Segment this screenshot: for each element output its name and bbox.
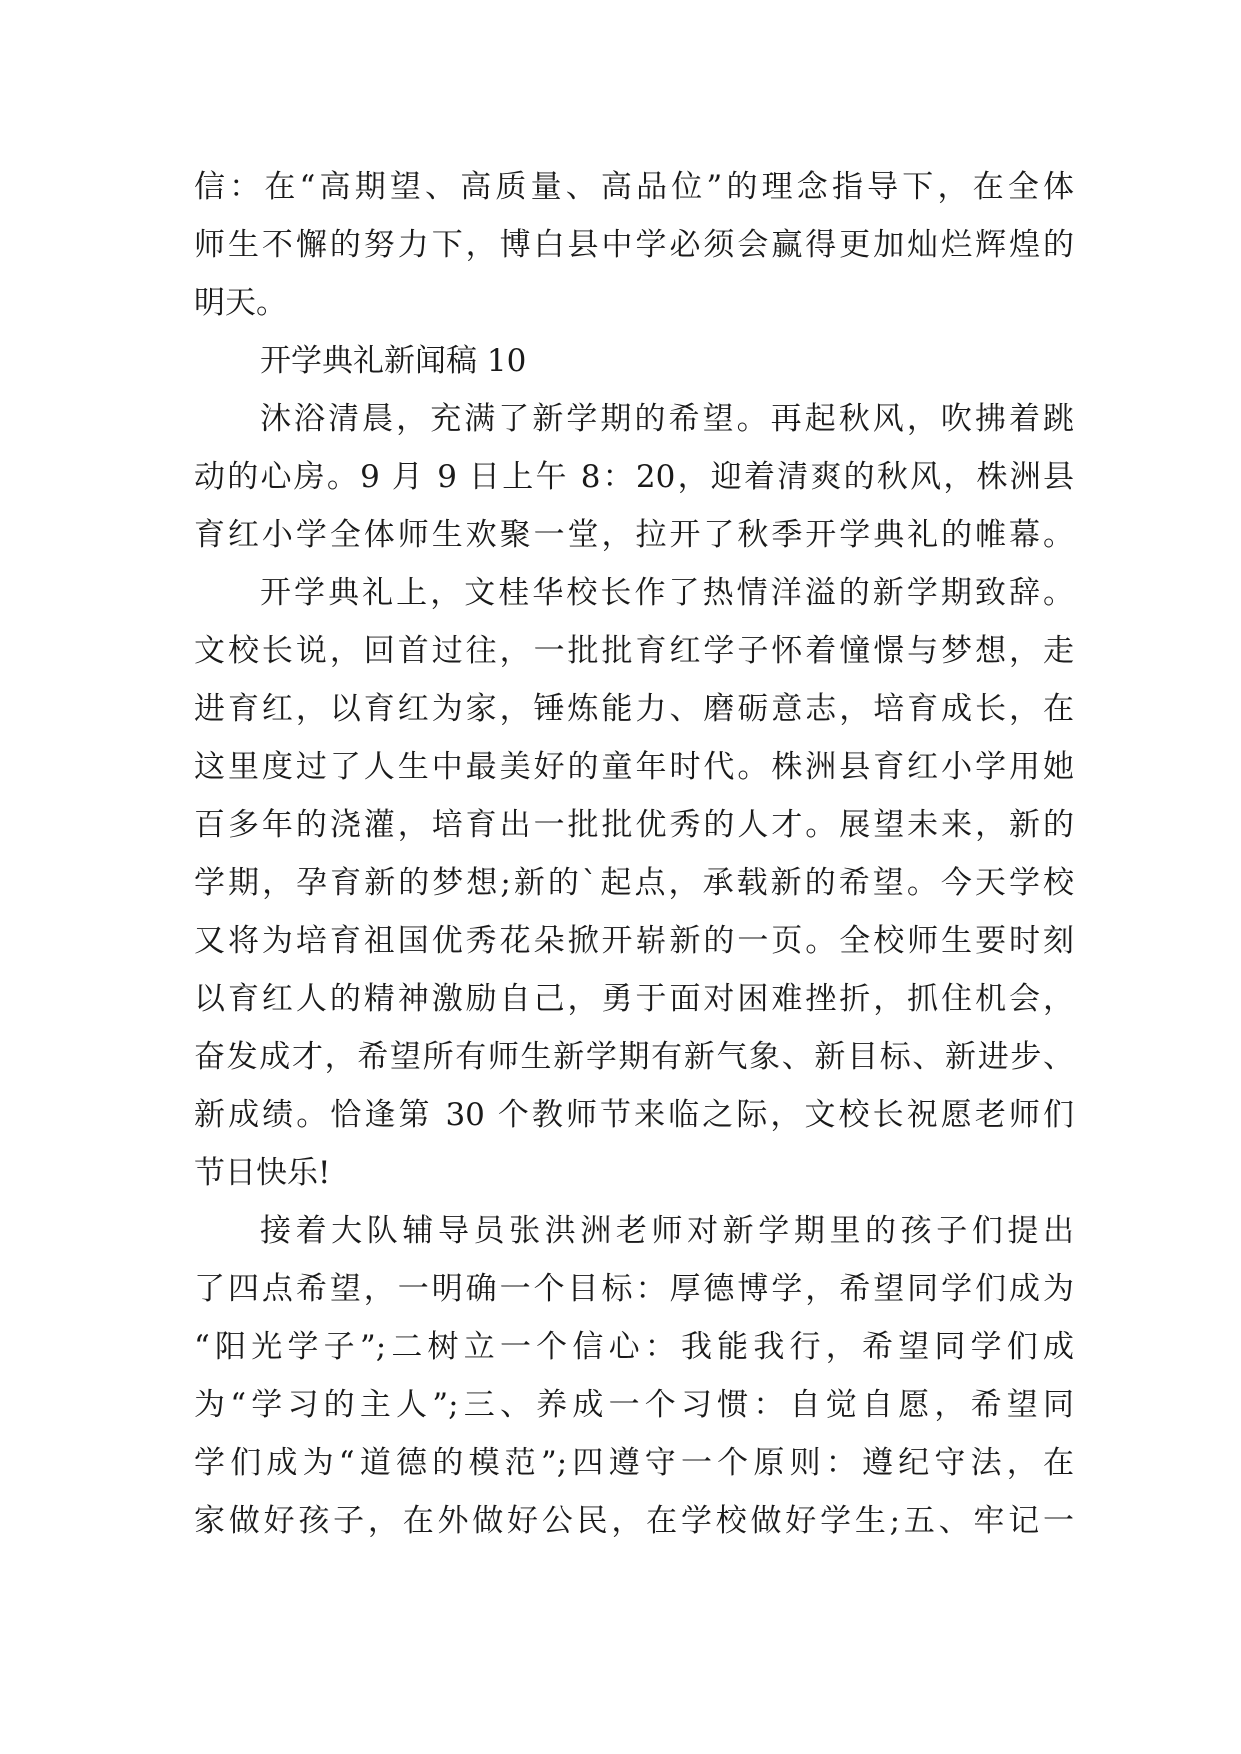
text-line: 奋发成才，希望所有师生新学期有新气象、新目标、新进步、	[194, 1039, 1074, 1075]
text-line: 接着大队辅导员张洪洲老师对新学期里的孩子们提出	[260, 1213, 1074, 1249]
text-line: 沐浴清晨，充满了新学期的希望。再起秋风，吹拂着跳	[260, 401, 1074, 437]
text-line: “阳光学子”;二树立一个信心：我能我行，希望同学们成	[194, 1329, 1074, 1365]
paragraph-counselor	[194, 1202, 1074, 1550]
text-line: 这里度过了人生中最美好的童年时代。株洲县育红小学用她	[194, 749, 1074, 785]
text-line: 学们成为“道德的模范”;四遵守一个原则：遵纪守法，在	[194, 1445, 1074, 1481]
text-line: 进育红，以育红为家，锤炼能力、磨砺意志，培育成长，在	[194, 691, 1074, 727]
text-line: 了四点希望，一明确一个目标：厚德博学，希望同学们成为	[194, 1271, 1074, 1307]
paragraph-intro	[194, 390, 1074, 564]
text-line: 育红小学全体师生欢聚一堂，拉开了秋季开学典礼的帷幕。	[194, 517, 1074, 553]
document-body	[194, 158, 1074, 1550]
text-line: 为“学习的主人”;三、养成一个习惯：自觉自愿，希望同	[194, 1387, 1074, 1423]
text-line: 百多年的浇灌，培育出一批批优秀的人才。展望未来，新的	[194, 807, 1074, 843]
heading-text: 开学典礼新闻稿 10	[260, 343, 527, 379]
text-line: 节日快乐!	[194, 1155, 331, 1191]
text-line: 又将为培育祖国优秀花朵掀开崭新的一页。全校师生要时刻	[194, 923, 1074, 959]
paragraph-closing	[194, 158, 1074, 332]
text-line: 明天。	[194, 285, 287, 321]
paragraph-principal-speech	[194, 564, 1074, 1202]
text-line: 家做好孩子，在外做好公民，在学校做好学生;五、牢记一	[194, 1503, 1074, 1539]
section-heading	[194, 332, 1074, 390]
text-line: 文校长说，回首过往，一批批育红学子怀着憧憬与梦想，走	[194, 633, 1074, 669]
text-line: 学期，孕育新的梦想;新的`起点，承载新的希望。今天学校	[194, 865, 1074, 901]
text-line: 新成绩。恰逢第 30 个教师节来临之际，文校长祝愿老师们	[194, 1097, 1074, 1133]
text-line: 信：在“高期望、高质量、高品位”的理念指导下，在全体	[194, 169, 1074, 205]
text-line: 师生不懈的努力下，博白县中学必须会赢得更加灿烂辉煌的	[194, 227, 1074, 263]
text-line: 开学典礼上，文桂华校长作了热情洋溢的新学期致辞。	[260, 575, 1074, 611]
text-line: 动的心房。9 月 9 日上午 8：20，迎着清爽的秋风，株洲县	[194, 459, 1074, 495]
text-line: 以育红人的精神激励自己，勇于面对困难挫折，抓住机会，	[194, 981, 1074, 1017]
